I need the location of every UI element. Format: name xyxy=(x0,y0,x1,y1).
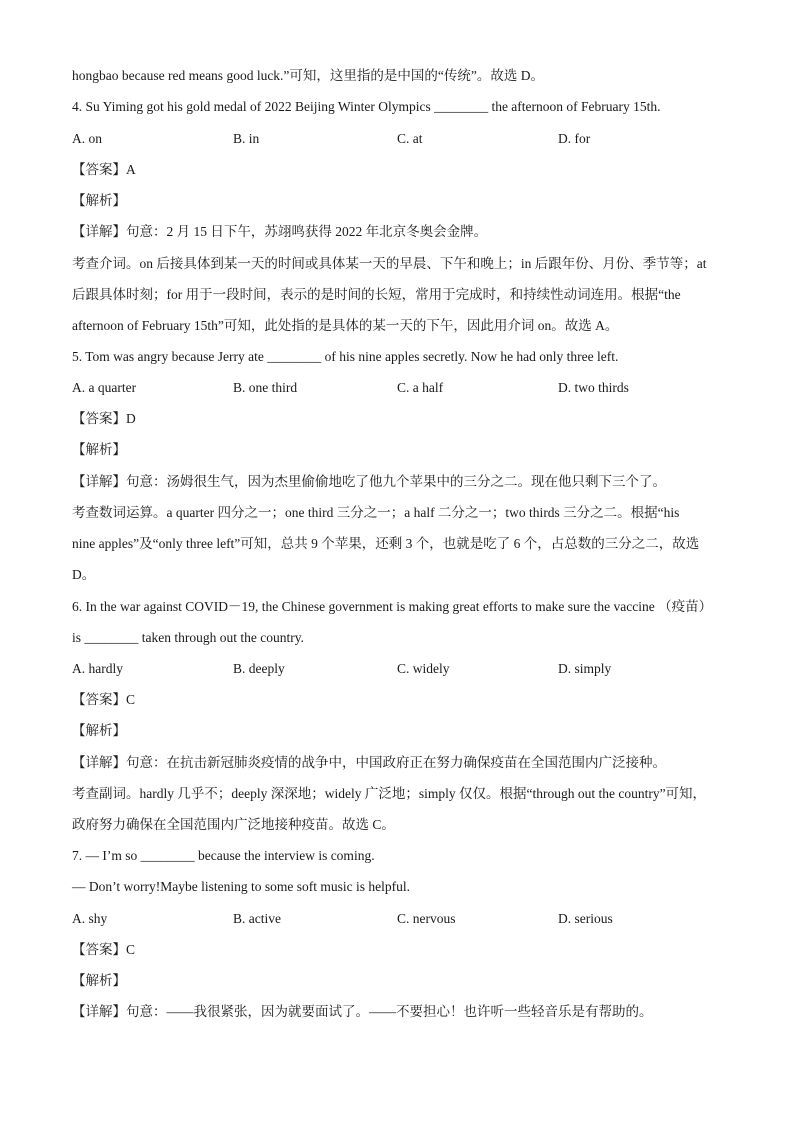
question-6: 6. In the war against COVID－19, the Chinese government is making great efforts to make sure the vaccine （疫苗） xyxy=(72,599,713,614)
option-a: A. hardly xyxy=(72,661,123,676)
text-line: hongbao because red means good luck.”可知，这里指的是中国的“传统”。故选 D。 xyxy=(72,68,545,83)
explanation: D。 xyxy=(72,567,96,582)
explanation: 【详解】句意：在抗击新冠肺炎疫情的战争中，中国政府正在努力确保疫苗在全国范围内广泛接种。 xyxy=(72,755,666,770)
explanation: 考查副词。hardly 几乎不；deeply 深深地；widely 广泛地；simply 仅仅。根据“through out the country”可知， xyxy=(72,786,707,801)
option-d: D. simply xyxy=(558,661,612,676)
option-b: B. deeply xyxy=(233,661,285,676)
question-6-cont: is ________ taken through out the country. xyxy=(72,630,304,645)
explanation: 【详解】句意：汤姆很生气，因为杰里偷偷地吃了他九个苹果中的三分之二。现在他只剩下三个了。 xyxy=(72,474,666,489)
answer-label: 【答案】A xyxy=(72,162,136,177)
question-7: 7. — I’m so ________ because the interview is coming. xyxy=(72,848,375,863)
explanation: 政府努力确保在全国范围内广泛地接种疫苗。故选 C。 xyxy=(72,817,395,832)
explanation: afternoon of February 15th”可知，此处指的是具体的某一天的下午，因此用介词 on。故选 A。 xyxy=(72,318,619,333)
option-b: B. one third xyxy=(233,380,298,395)
option-b: B. active xyxy=(233,911,281,926)
explanation: 后跟具体时刻；for 用于一段时间，表示的是时间的长短，常用于完成时，和持续性动词连用。根据“the xyxy=(72,287,681,302)
explanation: 考查数词运算。a quarter 四分之一；one third 三分之一；a half 二分之一；two thirds 三分之二。根据“his xyxy=(72,505,680,520)
option-a: A. on xyxy=(72,131,102,146)
question-4: 4. Su Yiming got his gold medal of 2022 Beijing Winter Olympics ________ the afternoon of February 15th. xyxy=(72,99,661,114)
question-5: 5. Tom was angry because Jerry ate ________ of his nine apples secretly. Now he had only three left. xyxy=(72,349,619,364)
explanation: nine apples”及“only three left”可知，总共 9 个苹果，还剩 3 个，也就是吃了 6 个，占总数的三分之二，故选 xyxy=(72,536,700,551)
option-c: C. at xyxy=(397,131,423,146)
answer-label: 【答案】C xyxy=(72,942,136,957)
option-d: D. two thirds xyxy=(558,380,629,395)
option-a: A. shy xyxy=(72,911,108,926)
analysis-label: 【解析】 xyxy=(72,723,126,738)
explanation: 【详解】句意：2 月 15 日下午，苏翊鸣获得 2022 年北京冬奥会金牌。 xyxy=(72,224,488,239)
option-a: A. a quarter xyxy=(72,380,137,395)
option-c: C. a half xyxy=(397,380,444,395)
option-d: D. for xyxy=(558,131,591,146)
answer-label: 【答案】D xyxy=(72,411,136,426)
explanation: 【详解】句意：——我很紧张，因为就要面试了。——不要担心！也许听一些轻音乐是有帮助的。 xyxy=(72,1004,653,1019)
analysis-label: 【解析】 xyxy=(72,442,126,457)
answer-label: 【答案】C xyxy=(72,692,136,707)
analysis-label: 【解析】 xyxy=(72,193,126,208)
option-c: C. widely xyxy=(397,661,450,676)
option-d: D. serious xyxy=(558,911,613,926)
option-b: B. in xyxy=(233,131,260,146)
explanation: 考查介词。on 后接具体到某一天的时间或具体某一天的早晨、下午和晚上；in 后跟年份、月份、季节等；at xyxy=(72,256,707,271)
option-c: C. nervous xyxy=(397,911,456,926)
question-7-cont: — Don’t worry!Maybe listening to some soft music is helpful. xyxy=(72,879,410,894)
analysis-label: 【解析】 xyxy=(72,973,126,988)
